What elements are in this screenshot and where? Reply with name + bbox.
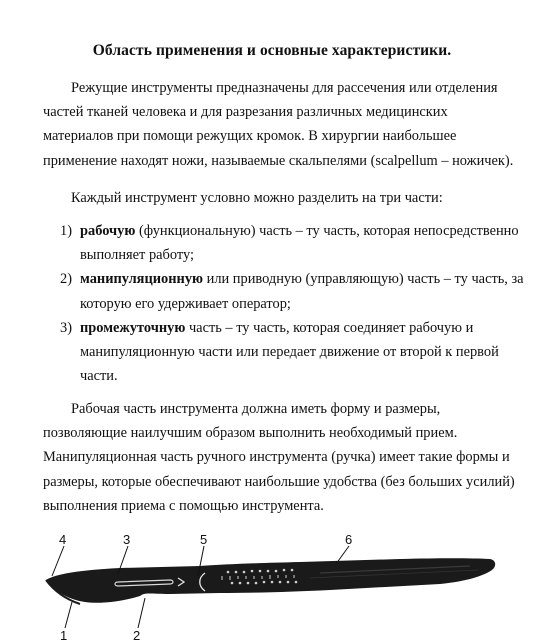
list-item-text: или приводную (управляющую) часть – ту часть, за которую его удерживает оператор; [80, 271, 524, 312]
parts-list [60, 219, 525, 388]
list-item [60, 267, 525, 315]
list-item-number: 2) [60, 271, 72, 288]
working-part-paragraph: Рабочая часть инструмента должна иметь форму и размеры, позволяющие наилучшим образом выполнить необходимый прием. Манипуляционная часть ручного инструмента (ручка) имеет такие формы и размеры, которые обеспечивают наибольшие удобства (без больших усилий) выполнения приема с помощью инструмента. [43, 401, 515, 514]
list-item-term: промежуточную [80, 319, 186, 336]
scalpel-body [46, 558, 495, 603]
list-item-term: манипуляционную [80, 271, 204, 288]
scalpel-illustration [0, 526, 544, 644]
list-item [60, 219, 525, 267]
parts-intro-paragraph: Каждый инструмент условно можно разделить на три части: [71, 190, 443, 206]
callout-label: 5 [200, 532, 208, 547]
intro-paragraph: Режущие инструменты предназначены для рассечения или отделения частей тканей человека и для разрезания различных медицинских материалов при помощи режущих кромок. В хирургии наибольшее применение находят ножи, называемые скальпелями (scalpellum – ножичек). [43, 80, 514, 169]
list-item-number: 3) [60, 319, 72, 336]
callout-label: 3 [123, 532, 131, 547]
callout-label: 2 [133, 628, 141, 643]
section-heading: Область применения и основные характеристики. [92, 42, 452, 59]
list-item-text: часть – ту часть, которая соединяет рабочую и манипуляционную части или передает движение от второй к первой части. [80, 319, 499, 385]
list-item-number: 1) [60, 223, 72, 239]
list-item-text: (функциональную) часть – ту часть, которая непосредственно выполняет работу; [80, 223, 519, 264]
callout-label: 4 [59, 532, 67, 547]
callout-label: 6 [345, 532, 353, 547]
list-item-term: рабочую [80, 223, 136, 239]
list-item [60, 316, 525, 389]
callout-label: 1 [60, 628, 68, 643]
